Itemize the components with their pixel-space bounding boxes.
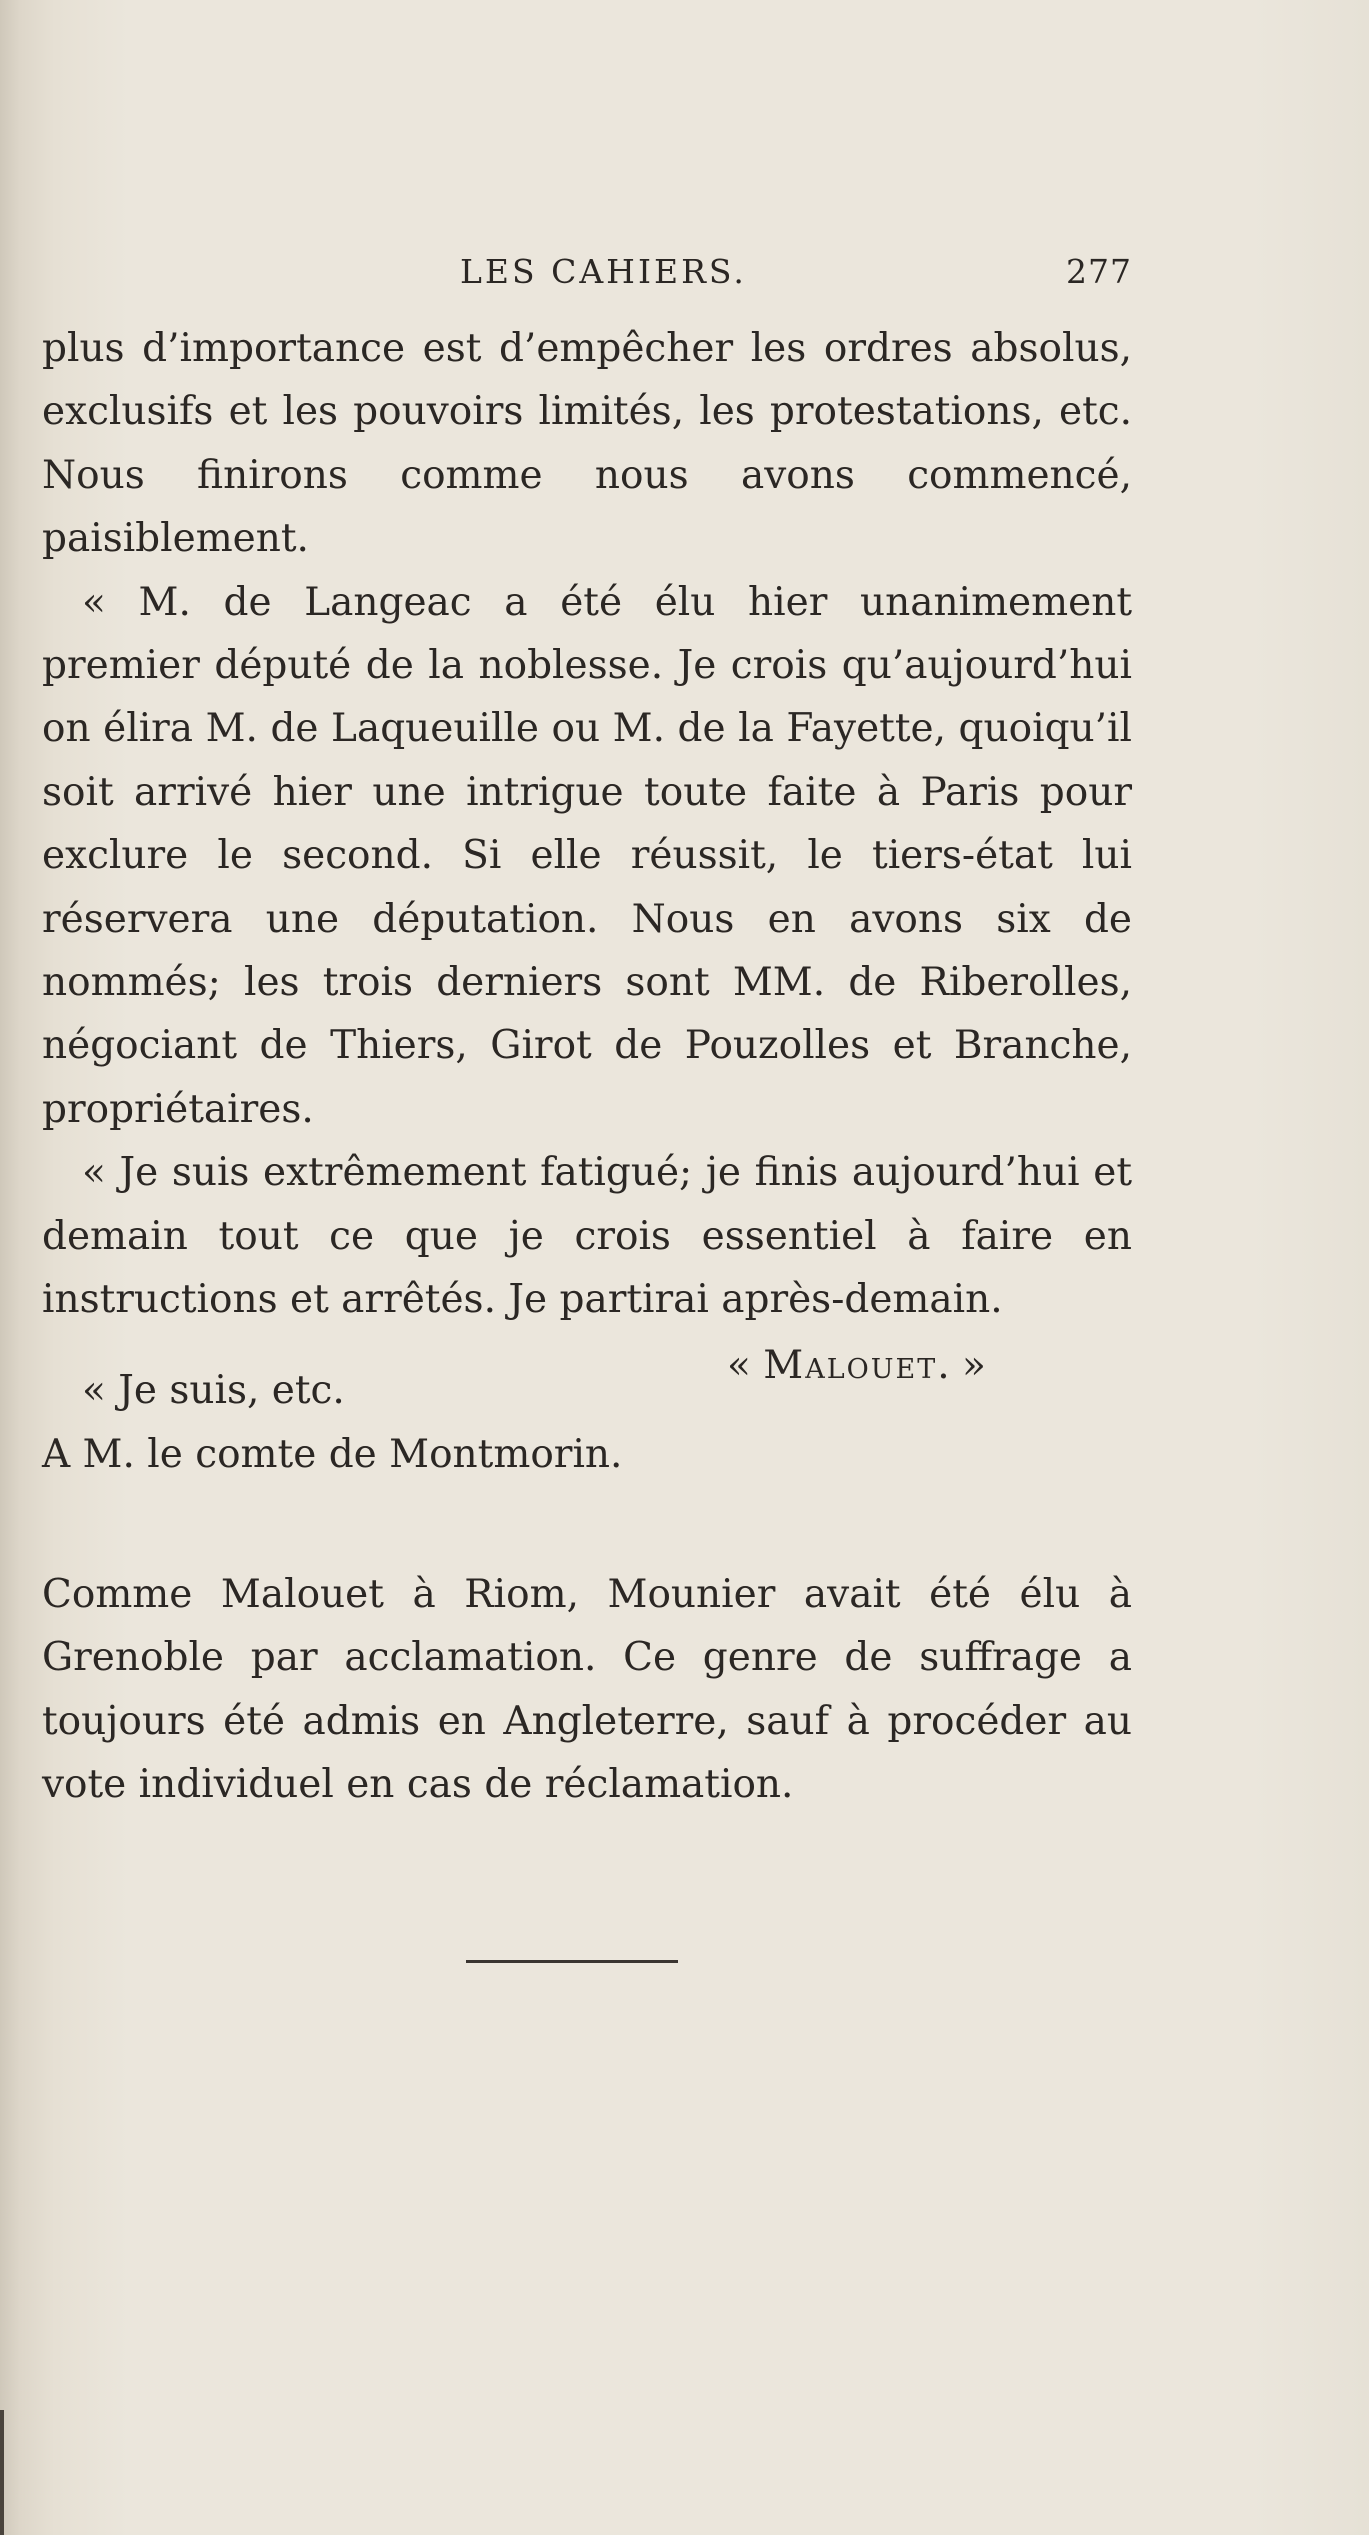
signature-name: Malouet bbox=[763, 1343, 938, 1388]
commentary-paragraph: Comme Malouet à Riom, Mounier avait été élu à Grenoble par acclamation. Ce genre de suffrage a toujours été admis en Angleterre, sauf à procéder au vote individuel en cas de réclamation. bbox=[42, 1572, 1132, 1808]
letter-closing: « Je suis, etc. bbox=[82, 1367, 345, 1413]
letter-paragraph-election: « M. de Langeac a été élu hier unanimement premier député de la noblesse. Je crois qu’aujourd’hui on élira M. de Laqueuille ou M. de la Fayette, quoiqu’il soit arrivé hier une intrigue toute faite à Paris pour exclure le second. Si elle réussit, le tiers-état lui réservera une députation. Nous en avons six de nommés; les trois derniers sont MM. de Riberolles, négociant de Thiers, Girot de Pouzolles et Branche, propriétaires. bbox=[42, 579, 1132, 1132]
letter-addressee: A M. le comte de Montmorin. bbox=[42, 1432, 623, 1477]
running-title: LES CAHIERS. bbox=[460, 252, 747, 291]
signature-close-quote: . » bbox=[937, 1343, 986, 1388]
binding-shadow bbox=[0, 2410, 4, 2535]
running-header bbox=[42, 252, 1132, 302]
signature-open-quote: « bbox=[727, 1343, 764, 1388]
letter-text bbox=[42, 317, 1132, 1422]
page-number: 277 bbox=[1066, 252, 1132, 291]
commentary-text bbox=[42, 1563, 1132, 1817]
letter-paragraph-fatigue: « Je suis extrêmement fatigué; je finis aujourd’hui et demain tout ce que je crois essentiel à faire en instructions et arrêtés. Je partirai après-demain. bbox=[42, 1150, 1132, 1323]
letter-signature bbox=[727, 1334, 986, 1397]
letter-paragraph-continued: plus d’importance est d’empêcher les ordres absolus, exclusifs et les pouvoirs limités, les protestations, etc. Nous finirons comme nous avons commencé, paisiblement. bbox=[42, 326, 1132, 562]
section-divider bbox=[466, 1960, 678, 1963]
